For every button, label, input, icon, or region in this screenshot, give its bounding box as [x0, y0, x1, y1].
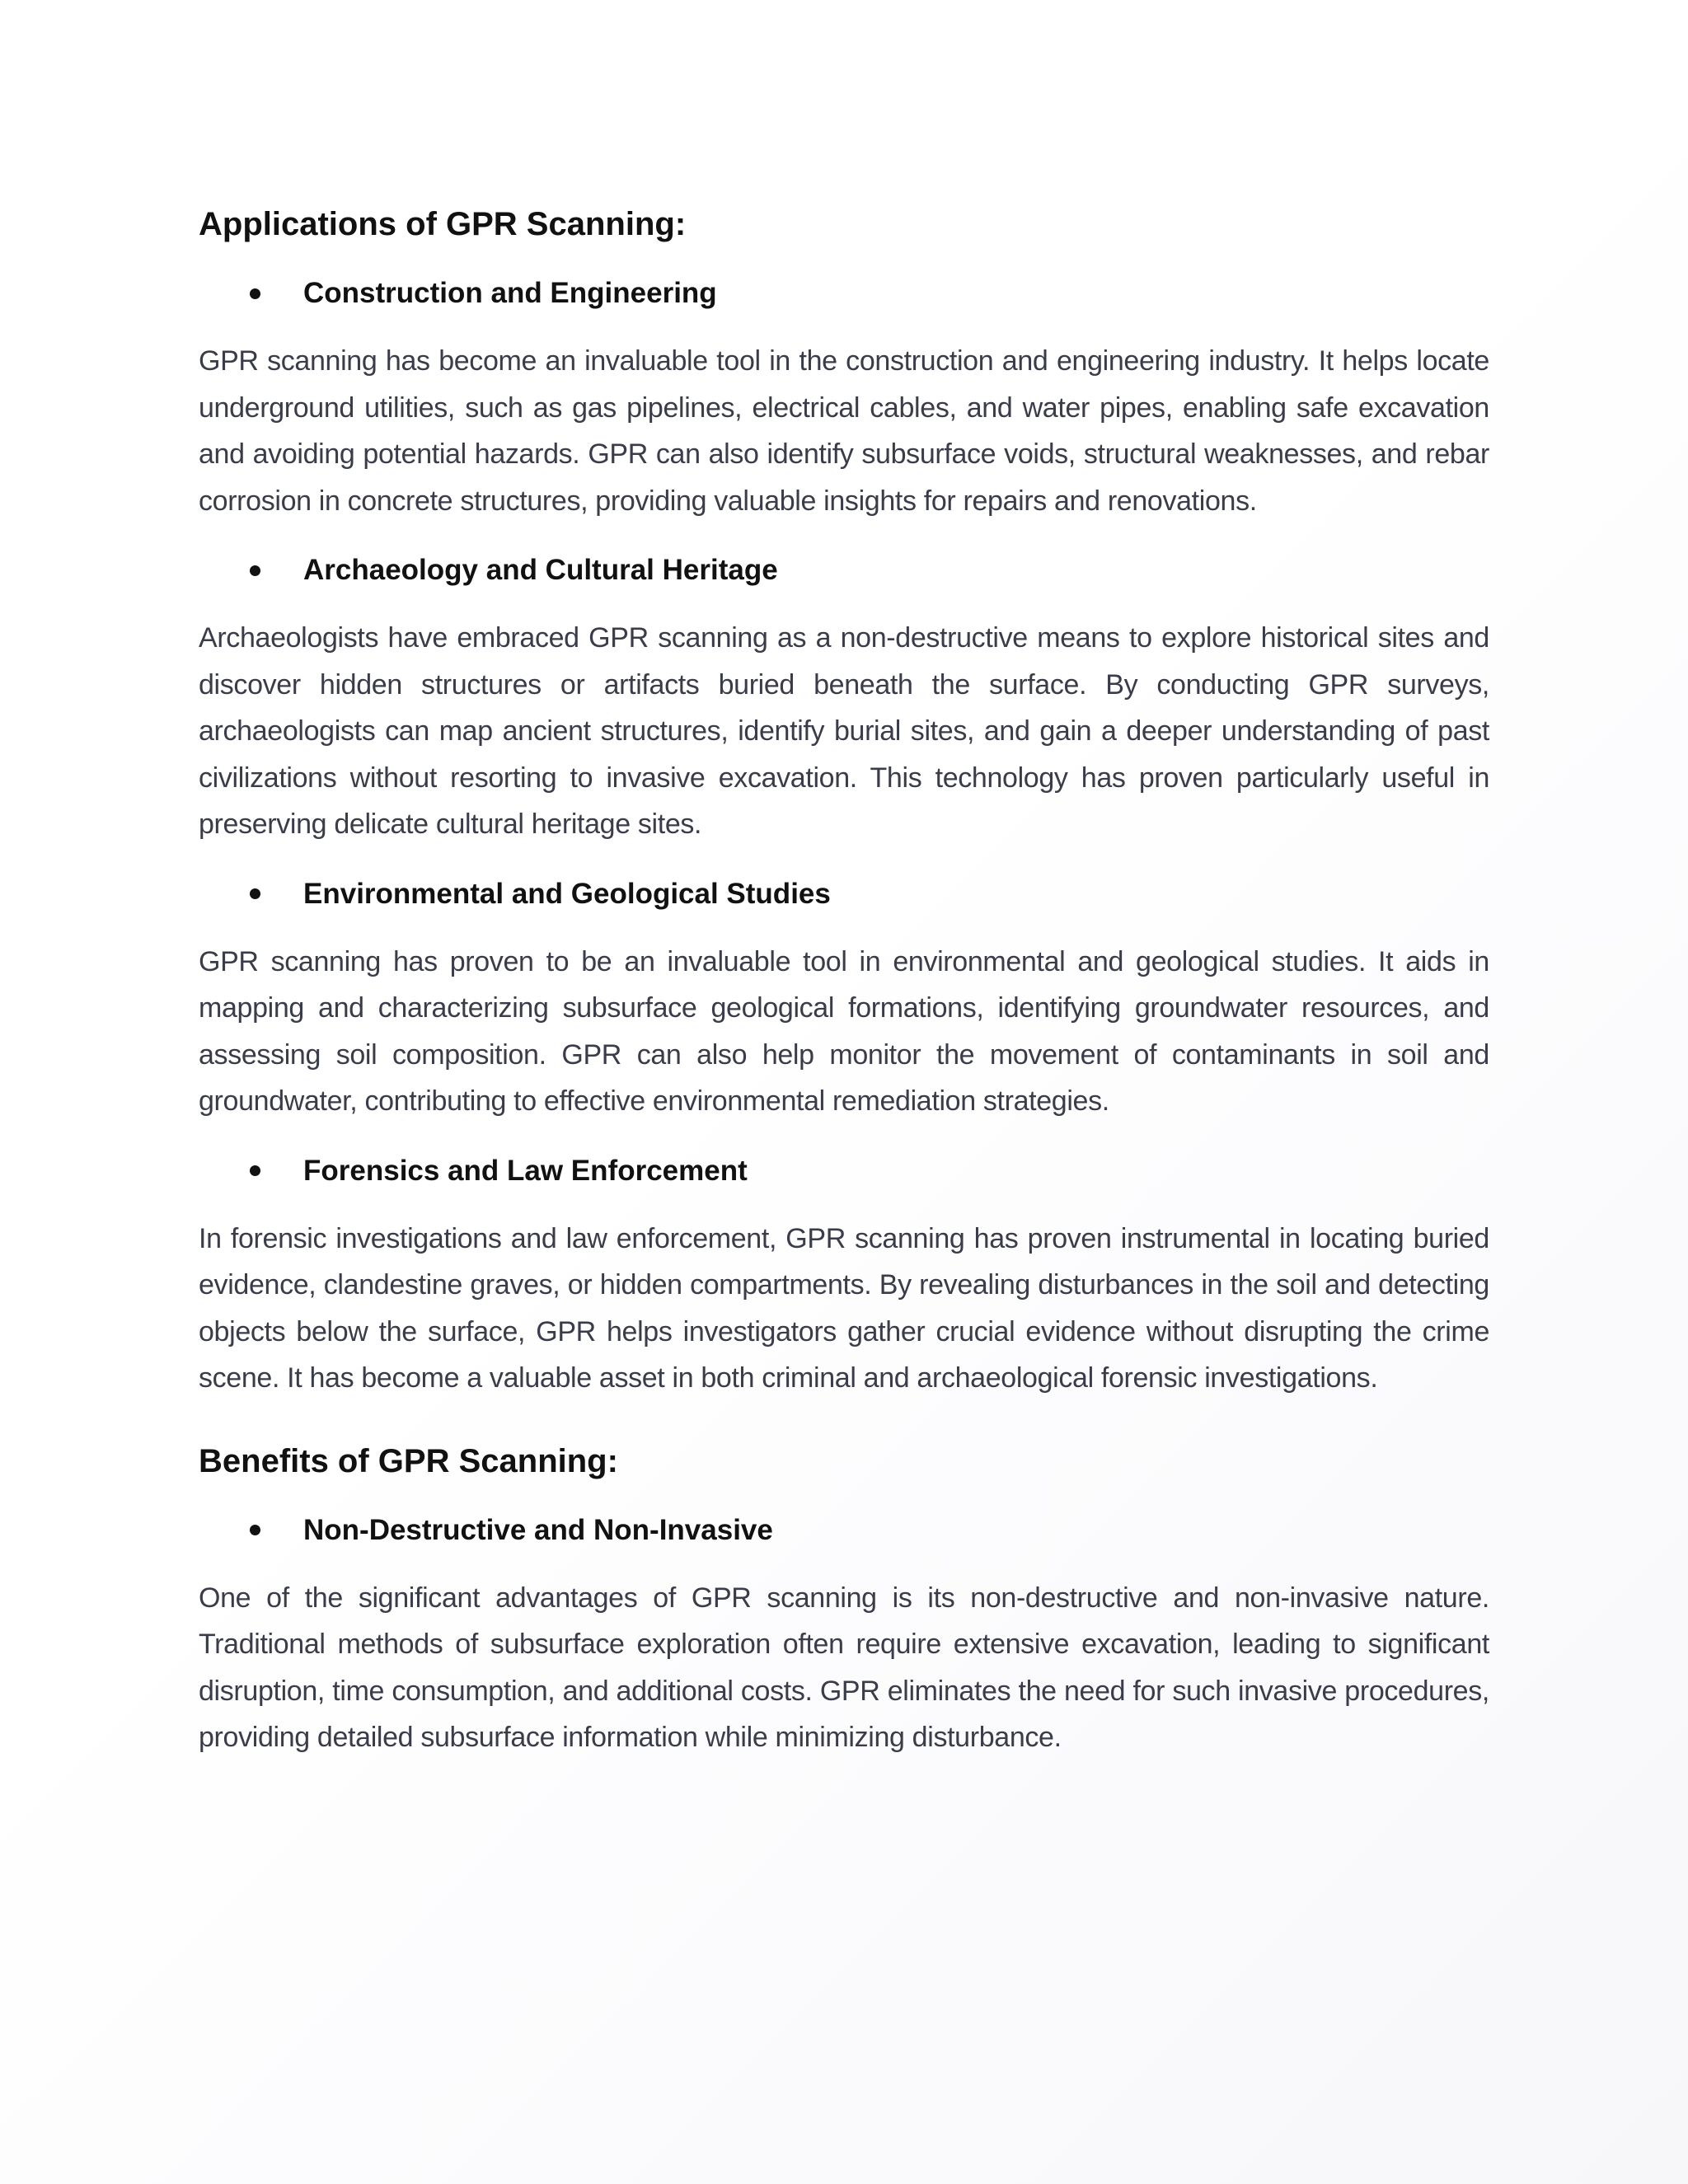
- subheading-construction: Construction and Engineering: [303, 277, 717, 309]
- section-heading-applications: Applications of GPR Scanning:: [199, 206, 687, 242]
- bullet-icon: [250, 288, 260, 299]
- bullet-icon: [250, 565, 260, 576]
- list-item: [199, 1509, 1489, 1552]
- list-item: [199, 873, 1489, 916]
- section-heading-benefits: Benefits of GPR Scanning:: [199, 1442, 618, 1479]
- list-item: [199, 549, 1489, 592]
- bullet-icon: [250, 888, 260, 899]
- document-content: [199, 194, 1489, 1761]
- paragraph-archaeology: Archaeologists have embraced GPR scanning as a non-destructive means to explore historical sites and discover hidden structures or artifacts buried beneath the surface. By conducting GPR surveys, archaeologists can map ancient structures, identify burial sites, and gain a deeper understanding of past civilizations without resorting to invasive excavation. This technology has proven particularly useful in preserving delicate cultural heritage sites.: [199, 622, 1489, 840]
- paragraph-construction: GPR scanning has become an invaluable tool in the construction and engineering industry. It helps locate underground utilities, such as gas pipelines, electrical cables, and water pipes, enabling safe excavation and avoiding potential hazards. GPR can also identify subsurface voids, structural weaknesses, and rebar corrosion in concrete structures, providing valuable insights for repairs and renovations.: [199, 345, 1489, 517]
- bullet-icon: [250, 1525, 260, 1535]
- paragraph-environmental: GPR scanning has proven to be an invaluable tool in environmental and geological studies. It aids in mapping and characterizing subsurface geological formations, identifying groundwater resources, and assessing soil composition. GPR can also help monitor the movement of contaminants in soil and groundwater, contributing to effective environmental remediation strategies.: [199, 945, 1489, 1117]
- subheading-non-destructive: Non-Destructive and Non-Invasive: [303, 1513, 773, 1546]
- list-item: [199, 1150, 1489, 1193]
- list-item: [199, 272, 1489, 315]
- bullet-icon: [250, 1165, 260, 1176]
- paragraph-non-destructive: One of the significant advantages of GPR scanning is its non-destructive and non-invasive nature. Traditional methods of subsurface exploration often require extensive excavation, leading to significant disruption, time consumption, and additional costs. GPR eliminates the need for such invasive procedures, providing detailed subsurface information while minimizing disturbance.: [199, 1582, 1489, 1753]
- subheading-forensics: Forensics and Law Enforcement: [303, 1154, 748, 1187]
- subheading-environmental: Environmental and Geological Studies: [303, 877, 831, 910]
- subheading-archaeology: Archaeology and Cultural Heritage: [303, 554, 778, 586]
- paragraph-forensics: In forensic investigations and law enforcement, GPR scanning has proven instrumental in locating buried evidence, clandestine graves, or hidden compartments. By revealing disturbances in the soil and detecting objects below the surface, GPR helps investigators gather crucial evidence without disrupting the crime scene. It has become a valuable asset in both criminal and archaeological forensic investigations.: [199, 1222, 1489, 1394]
